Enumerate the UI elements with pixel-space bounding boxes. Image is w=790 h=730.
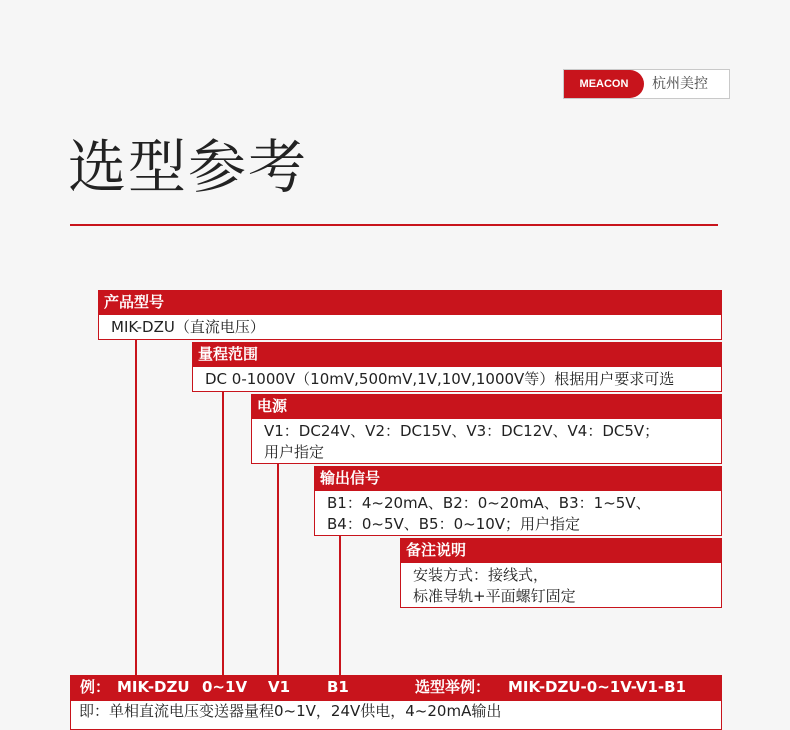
section-header-notes: 备注说明 <box>400 538 722 562</box>
example-output: B1 <box>327 678 349 696</box>
section-header-range: 量程范围 <box>192 342 722 366</box>
example-bar <box>70 675 722 700</box>
section-header-model: 产品型号 <box>98 290 722 314</box>
example-range: 0~1V <box>202 678 248 696</box>
power-line-2: 用户指定 <box>264 443 325 461</box>
meacon-logo-mark: MEACON <box>564 70 644 98</box>
connector-model <box>135 340 137 675</box>
section-body-output <box>314 490 722 536</box>
title-divider <box>70 224 718 226</box>
range-line-1: DC 0-1000V（10mV,500mV,1V,10V,1000V等）根据用户要求可选 <box>205 370 675 388</box>
section-body-model <box>98 314 722 340</box>
company-logo <box>563 69 730 99</box>
notes-line-2: 标准导轨+平面螺钉固定 <box>413 587 576 605</box>
example-full-model: MIK-DZU-0~1V-V1-B1 <box>508 678 687 696</box>
section-body-notes <box>400 562 722 608</box>
section-header-output: 输出信号 <box>314 466 722 490</box>
connector-power <box>277 464 279 675</box>
example-description: 即：单相直流电压变送器量程0~1V，24V供电，4~20mA输出 <box>79 702 502 720</box>
output-line-1: B1：4~20mA、B2：0~20mA、B3：1~5V、 <box>327 494 651 512</box>
output-line-2: B4：0~5V、B5：0~10V；用户指定 <box>327 515 581 533</box>
section-body-range <box>192 366 722 392</box>
example-power: V1 <box>268 678 291 696</box>
connector-output <box>339 536 341 675</box>
connector-range <box>222 390 224 675</box>
company-name: 杭州美控 <box>652 76 708 92</box>
power-line-1: V1：DC24V、V2：DC15V、V3：DC12V、V4：DC5V； <box>264 422 660 440</box>
example-prefix: 例： <box>80 678 111 696</box>
model-line-1: MIK-DZU（直流电压） <box>111 318 265 336</box>
example-model: MIK-DZU <box>117 678 190 696</box>
notes-line-1: 安装方式：接线式， <box>413 566 549 584</box>
example-label: 选型举例： <box>415 678 491 696</box>
example-description-box <box>70 700 722 730</box>
page-title: 选型参考 <box>68 133 309 201</box>
section-header-power: 电源 <box>251 394 722 418</box>
section-body-power <box>251 418 722 464</box>
